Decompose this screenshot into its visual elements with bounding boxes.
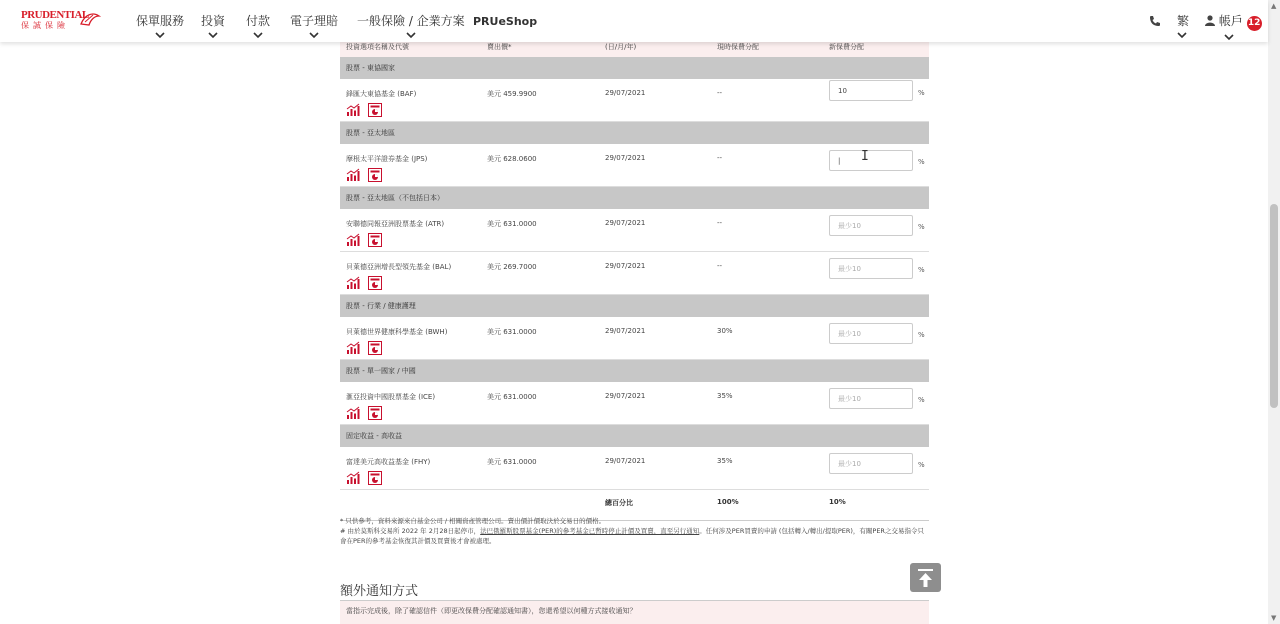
notification-badge: 12 [1247, 16, 1262, 31]
nav-investment[interactable] [201, 12, 225, 39]
fund-icons [346, 341, 388, 355]
category-header: 股票 - 亞太地區 [340, 122, 929, 144]
total-label: 總百分比 [605, 499, 633, 507]
fund-factsheet-icon[interactable] [368, 168, 382, 182]
scroll-up-arrow-icon[interactable]: ▲ [1271, 2, 1277, 10]
fund-price: 美元 631.0000 [487, 220, 537, 228]
table-row [340, 317, 929, 360]
logo-brand-text: PRUDENTIAL [21, 9, 89, 21]
new-allocation-input[interactable] [829, 215, 913, 236]
chevron-down-icon [406, 32, 416, 39]
category-header: 股票 - 東協國家 [340, 57, 929, 79]
footnote-price: * 只供參考，資料來源來自基金公司 / 相關資產管理公司。賣出價計價取決於交易日的價格。 [340, 517, 606, 525]
fund-icons [346, 471, 388, 485]
fund-date: 29/07/2021 [605, 327, 646, 335]
fund-current-allocation: 35% [717, 457, 733, 465]
category-header: 固定收益 - 高收益 [340, 425, 929, 447]
nav-prueshop[interactable] [473, 15, 537, 28]
fund-name: 鋒匯大東協基金 (BAF) [346, 90, 417, 98]
account-label: 帳戶 [1218, 14, 1243, 28]
nav-e-claims[interactable] [290, 12, 338, 39]
footnote-per-text-a: # 由於莫斯科交易所 2022 年 2月28日起停市， [340, 527, 481, 535]
fund-name: 富達美元高收益基金 (FHY) [346, 458, 431, 466]
performance-chart-icon[interactable] [346, 233, 360, 247]
fund-factsheet-icon[interactable] [368, 406, 382, 420]
scroll-thumb[interactable] [1270, 204, 1278, 408]
new-allocation-input[interactable] [829, 323, 913, 344]
nav-label: 付款 [246, 14, 271, 28]
fund-price: 美元 631.0000 [487, 393, 537, 401]
fund-icons [346, 103, 388, 117]
fund-name: 摩根太平洋證券基金 (JPS) [346, 155, 428, 163]
top-navigation-bar [0, 0, 1268, 42]
fund-price: 美元 631.0000 [487, 458, 537, 466]
chevron-down-icon [1224, 34, 1234, 41]
percent-sign: % [918, 158, 925, 166]
percent-sign: % [918, 89, 925, 97]
footnotes [340, 516, 930, 546]
nav-label: 一般保險 / 企業方案 [357, 14, 465, 28]
language-switch[interactable] [1177, 12, 1189, 39]
table-row [340, 447, 929, 490]
fund-current-allocation: 35% [717, 392, 733, 400]
table-row [340, 209, 929, 252]
logo-chinese-text: 保誠保險 [21, 21, 69, 30]
chevron-down-icon [1177, 32, 1187, 39]
phone-icon[interactable] [1149, 12, 1161, 31]
new-allocation-input[interactable] [829, 453, 913, 474]
table-row [340, 252, 929, 295]
performance-chart-icon[interactable] [346, 168, 360, 182]
category-header: 股票 - 行業 / 健康護理 [340, 295, 929, 317]
fund-factsheet-icon[interactable] [368, 103, 382, 117]
chevron-down-icon [155, 32, 165, 39]
chevron-down-icon [309, 32, 319, 39]
fund-factsheet-icon[interactable] [368, 471, 382, 485]
nav-label: PRUeShop [473, 15, 538, 28]
back-to-top-button[interactable] [910, 563, 941, 592]
account-menu[interactable] [1205, 12, 1262, 41]
total-new: 10% [829, 498, 846, 506]
fund-price: 美元 628.0600 [487, 155, 537, 163]
category-header: 股票 - 亞太地區（不包括日本） [340, 187, 929, 209]
performance-chart-icon[interactable] [346, 276, 360, 290]
table-row [340, 382, 929, 425]
fund-icons [346, 168, 388, 182]
performance-chart-icon[interactable] [346, 103, 360, 117]
percent-sign: % [918, 266, 925, 274]
mouse-cursor-ibeam: I [861, 149, 869, 164]
footnote-per-link[interactable]: 法巴俄羅斯股票基金(PER)的參考基金已暫時停止計價及買賣，直至另行通知 [480, 527, 700, 535]
chevron-down-icon [253, 32, 263, 39]
table-header-row [340, 42, 929, 57]
fund-icons [346, 406, 388, 420]
fund-price: 美元 631.0000 [487, 328, 537, 336]
nav-label: 電子理賠 [290, 14, 339, 28]
fund-name: 滙亞投資中國股票基金 (ICE) [346, 393, 436, 401]
section-title: 額外通知方式 [340, 584, 419, 599]
scroll-down-arrow-icon[interactable]: ▼ [1271, 614, 1277, 622]
col-date: (日/月/年) [605, 43, 637, 51]
new-allocation-input[interactable] [829, 258, 913, 279]
performance-chart-icon[interactable] [346, 341, 360, 355]
prudential-logo[interactable] [21, 10, 101, 32]
nav-policy-services[interactable] [136, 12, 184, 39]
performance-chart-icon[interactable] [346, 406, 360, 420]
percent-sign: % [918, 461, 925, 469]
fund-icons [346, 276, 388, 290]
fund-date: 29/07/2021 [605, 219, 646, 227]
performance-chart-icon[interactable] [346, 471, 360, 485]
arrow-up-icon [910, 563, 941, 592]
fund-name: 貝萊德亞洲增長型領先基金 (BAL) [346, 263, 452, 271]
fund-date: 29/07/2021 [605, 89, 646, 97]
new-allocation-input[interactable] [829, 150, 913, 171]
total-current: 100% [717, 498, 739, 506]
fund-current-allocation: -- [717, 219, 723, 227]
fund-date: 29/07/2021 [605, 262, 646, 270]
fund-factsheet-icon[interactable] [368, 276, 382, 290]
category-header: 股票 - 單一國家 / 中國 [340, 360, 929, 382]
chevron-down-icon [208, 32, 218, 39]
percent-sign: % [918, 396, 925, 404]
footnote-per-text-b: 。任何涉及PER買賣的申請 (包括轉入/轉出/提取PER)，有關PER之交易指令只會在PER的參考基金恢復其計價及買賣後才會被處理。 [340, 527, 924, 545]
nav-label: 保單服務 [136, 14, 185, 28]
fund-name: 貝萊德世界健康科學基金 (BWH) [346, 328, 448, 336]
nav-general-insurance[interactable] [357, 12, 465, 39]
col-fund-name: 投資選項名稱及代號 [346, 43, 409, 51]
fund-current-allocation: -- [717, 89, 723, 97]
fund-current-allocation: -- [717, 262, 723, 270]
fund-price: 美元 459.9900 [487, 90, 537, 98]
logo-emblem-icon [79, 10, 101, 28]
fund-name: 安聯德同報亞洲股票基金 (ATR) [346, 220, 445, 228]
new-allocation-input[interactable] [829, 388, 913, 409]
user-icon [1205, 15, 1215, 26]
table-row [340, 144, 929, 187]
nav-label: 投資 [201, 14, 226, 28]
percent-sign: % [918, 223, 925, 231]
footnote-per [340, 526, 930, 546]
table-row [340, 79, 929, 122]
fund-date: 29/07/2021 [605, 392, 646, 400]
language-label: 繁 [1177, 14, 1190, 28]
fund-icons [346, 233, 388, 247]
col-price: 賣出價* [487, 43, 512, 51]
new-allocation-input[interactable] [829, 80, 913, 101]
fund-factsheet-icon[interactable] [368, 341, 382, 355]
percent-sign: % [918, 331, 925, 339]
col-new-allocation: 新保費分配 [829, 43, 864, 51]
fund-current-allocation: 30% [717, 327, 733, 335]
fund-price: 美元 269.7000 [487, 263, 537, 271]
nav-payment[interactable] [246, 12, 270, 39]
col-current-allocation: 現時保費分配 [717, 43, 759, 51]
fund-factsheet-icon[interactable] [368, 233, 382, 247]
fund-date: 29/07/2021 [605, 457, 646, 465]
notification-question: 當指示完成後，除了確認信件（即更改保費分配確認通知書），您還希望以何種方式接收通知？ [340, 601, 929, 624]
fund-allocation-table [340, 42, 929, 521]
page-scrollbar[interactable] [1268, 0, 1280, 624]
fund-date: 29/07/2021 [605, 154, 646, 162]
fund-current-allocation: -- [717, 154, 723, 162]
